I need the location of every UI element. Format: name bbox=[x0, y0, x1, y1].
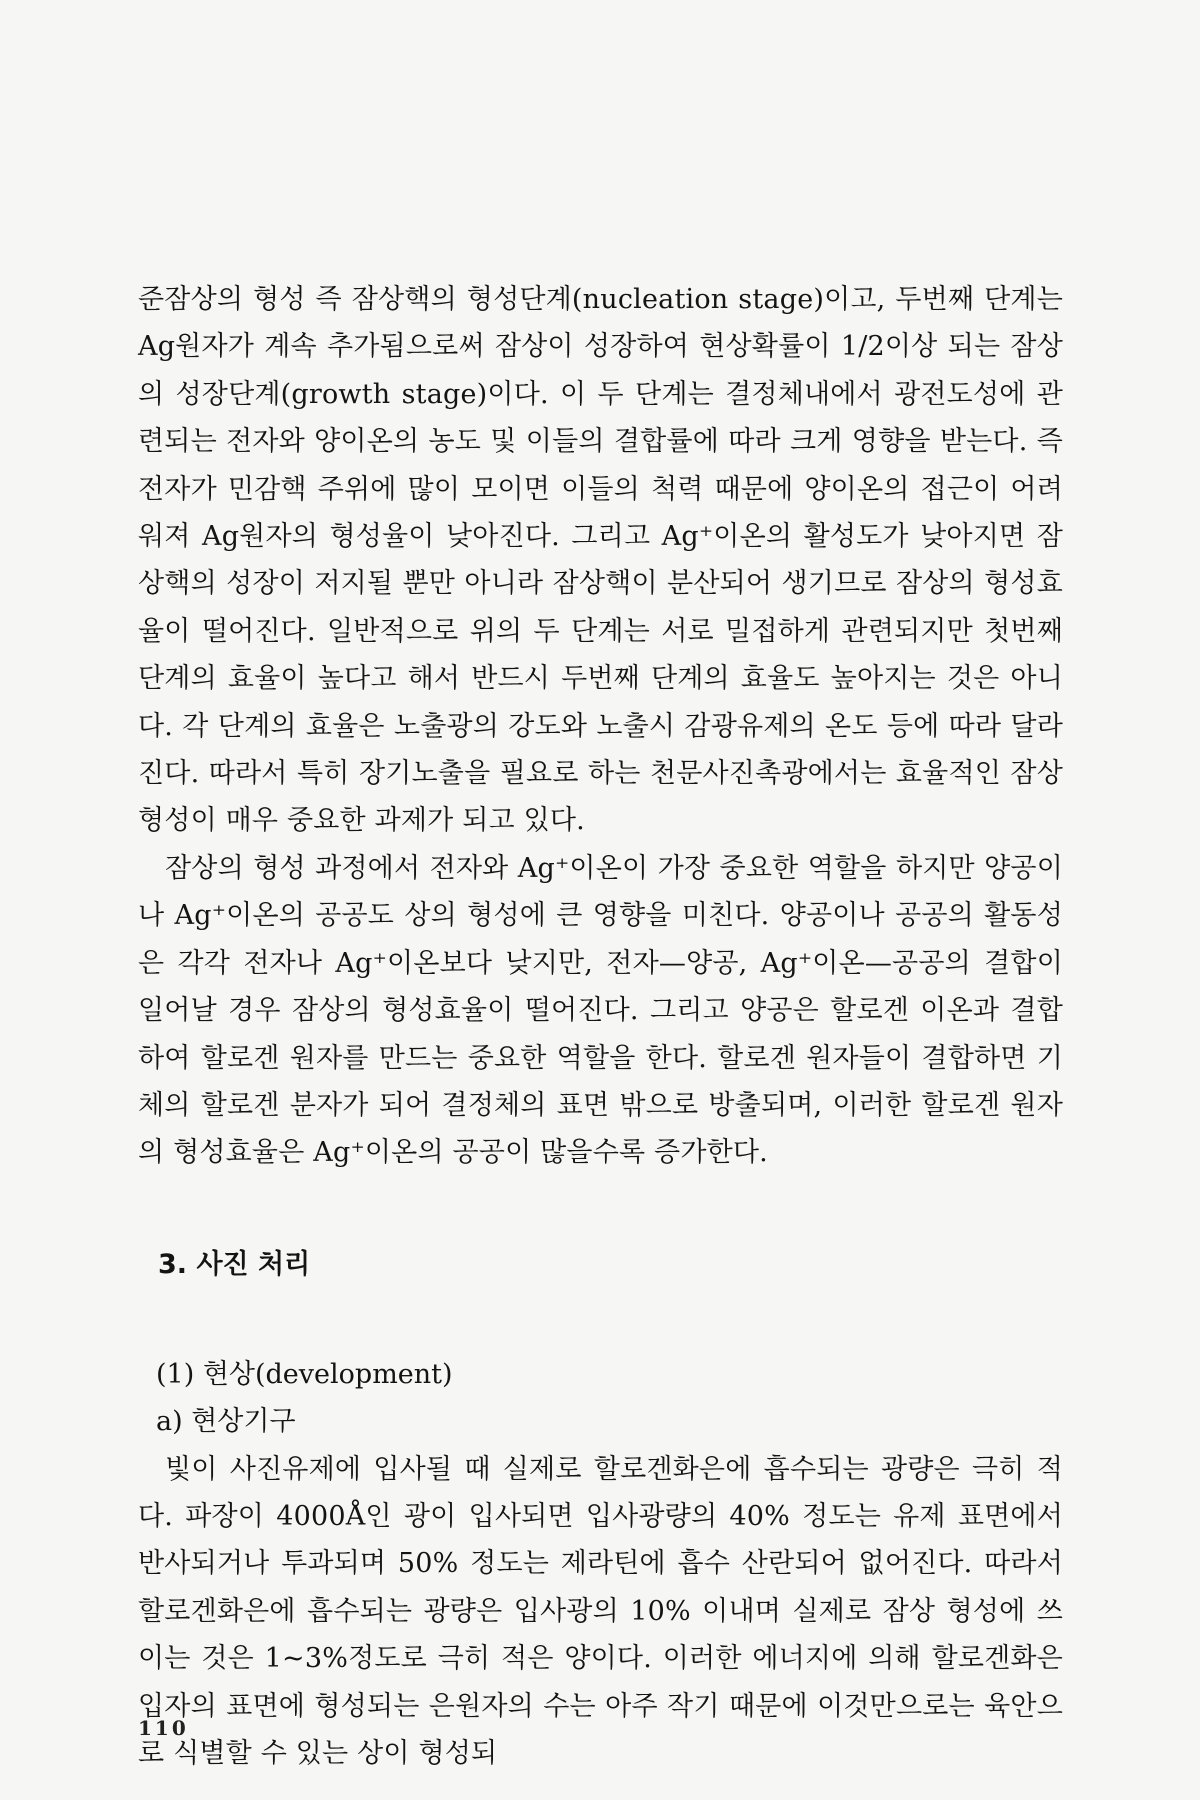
section-heading: 3. 사진 처리 bbox=[158, 1248, 311, 1280]
page-number: 110 bbox=[138, 1716, 189, 1740]
subsection-heading: (1) 현상(development) bbox=[156, 1358, 453, 1390]
subsubsection-heading: a) 현상기구 bbox=[156, 1406, 296, 1438]
body-paragraph-2: 잠상의 형성 과정에서 전자와 Ag⁺이온이 가장 중요한 역할을 하지만 양공이나 Ag⁺이온의 공공도 상의 형성에 큰 영향을 미친다. 양공이나 공공의 활동성은 각각 전자나 Ag⁺이온보다 낮지만, 전자—양공, Ag⁺이온—공공의 결합이 일어날 경우 잠상의 형성효율이 떨어진다. 그리고 양공은 할로겐 이온과 결합하여 할로겐 원자를 만드는 중요한 역할을 한다. 할로겐 원자들이 결합하면 기체의 할로겐 분자가 되어 결정체의 표면 밖으로 방출되며, 이러한 할로겐 원자의 형성효율은 Ag⁺이온의 공공이 많을수록 증가한다. bbox=[138, 852, 1063, 1169]
body-paragraph-3: 빛이 사진유제에 입사될 때 실제로 할로겐화은에 흡수되는 광량은 극히 적다. 파장이 4000Å인 광이 입사되면 입사광량의 40% 정도는 유제 표면에서 반사되거나 투과되며 50% 정도는 제라틴에 흡수 산란되어 없어진다. 따라서 할로겐화은에 흡수되는 광량은 입사광의 10% 이내며 실제로 잠상 형성에 쓰이는 것은 1~3%정도로 극히 적은 양이다. 이러한 에너지에 의해 할로겐화은 입자의 표면에 형성되는 은원자의 수는 아주 작기 때문에 이것만으로는 육안으로 식별할 수 있는 상이 형성되 bbox=[138, 1453, 1063, 1769]
page-body bbox=[138, 276, 1063, 1777]
body-paragraph-1: 준잠상의 형성 즉 잠상핵의 형성단계(nucleation stage)이고, 두번째 단계는 Ag원자가 계속 추가됨으로써 잠상이 성장하여 현상확률이 1/2이상 되는 잠상의 성장단계(growth stage)이다. 이 두 단계는 결정체내에서 광전도성에 관련되는 전자와 양이온의 농도 및 이들의 결합률에 따라 크게 영향을 받는다. 즉 전자가 민감핵 주위에 많이 모이면 이들의 척력 때문에 양이온의 접근이 어려워져 Ag원자의 형성율이 낮아진다. 그리고 Ag⁺이온의 활성도가 낮아지면 잠상핵의 성장이 저지될 뿐만 아니라 잠상핵이 분산되어 생기므로 잠상의 형성효율이 떨어진다. 일반적으로 위의 두 단계는 서로 밀접하게 관련되지만 첫번째 단계의 효율이 높다고 해서 반드시 두번째 단계의 효율도 높아지는 것은 아니다. 각 단계의 효율은 노출광의 강도와 노출시 감광유제의 온도 등에 따라 달라진다. 따라서 특히 장기노출을 필요로 하는 천문사진촉광에서는 효율적인 잠상형성이 매우 중요한 과제가 되고 있다. bbox=[138, 284, 1063, 837]
